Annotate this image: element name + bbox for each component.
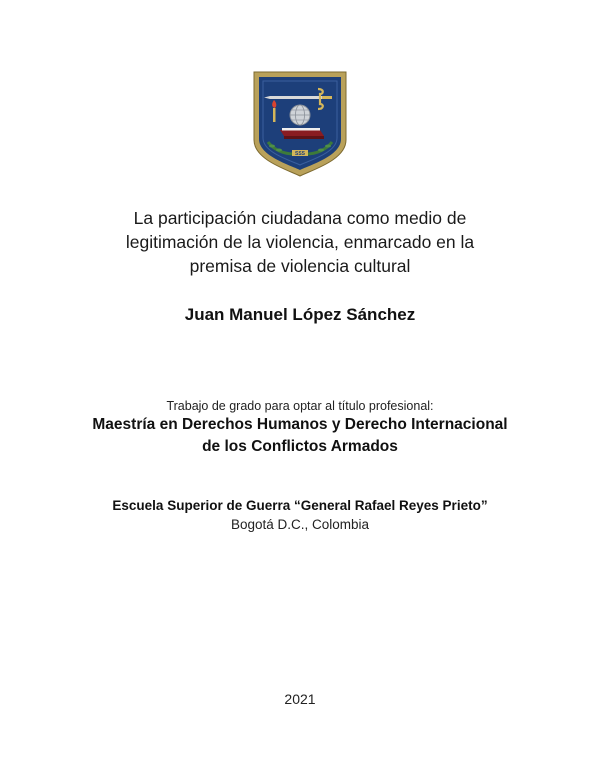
degree-line: Maestría en Derechos Humanos y Derecho Internacional [92, 416, 508, 433]
degree-intro: Trabajo de grado para optar al título profesional: [166, 399, 434, 413]
title-line: La participación ciudadana como medio de [133, 208, 467, 228]
title-line: premisa de violencia cultural [189, 256, 411, 276]
location: Bogotá D.C., Colombia [230, 517, 370, 532]
degree-title [60, 414, 540, 458]
crest-motto: SSS [294, 151, 306, 157]
military-school-shield-icon [252, 70, 348, 178]
thesis-title [60, 206, 540, 278]
author-name: Juan Manuel López Sánchez [184, 305, 416, 324]
publication-year: 2021 [284, 691, 316, 707]
institution-name: Escuela Superior de Guerra “General Rafael Reyes Prieto” [112, 498, 488, 513]
degree-line: de los Conflictos Armados [202, 438, 398, 455]
title-line: legitimación de la violencia, enmarcado en la [125, 232, 475, 252]
